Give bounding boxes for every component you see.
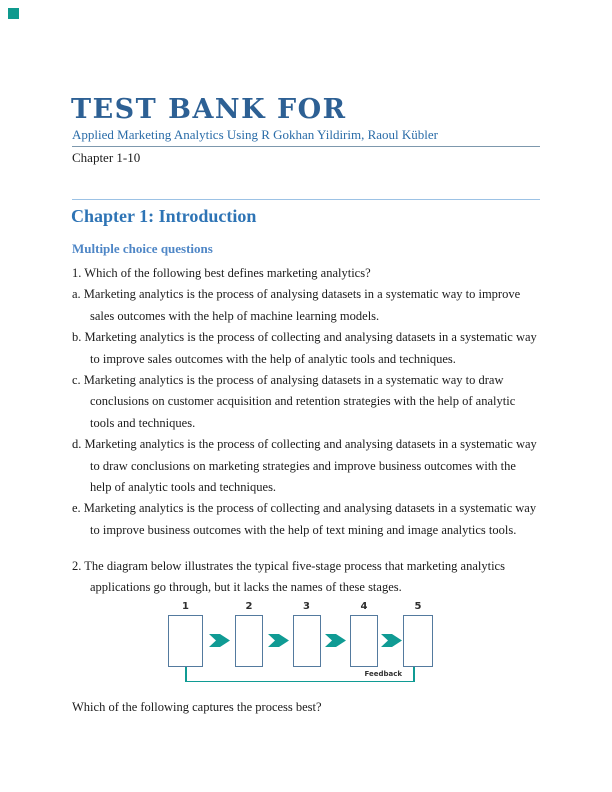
- question-1-line: to draw conclusions on marketing strategies and improve business outcomes with the: [90, 458, 516, 473]
- question-2-block: [72, 556, 552, 599]
- process-arrow-icon: [325, 634, 346, 647]
- stage-box-5: [403, 615, 433, 667]
- question-2-line: applications go through, but it lacks the names of these stages.: [90, 580, 402, 595]
- feedback-loop-line: [185, 681, 415, 683]
- process-arrow-icon: [381, 634, 402, 647]
- stage-box-2: [235, 615, 263, 667]
- process-arrow-icon: [268, 634, 289, 647]
- closing-question: Which of the following captures the process best?: [72, 700, 322, 714]
- feedback-label: Feedback: [364, 670, 402, 678]
- question-1-line: 1. Which of the following best defines marketing analytics?: [72, 266, 371, 280]
- question-1-line: e. Marketing analytics is the process of collecting and analysing datasets in a systematic way: [72, 501, 537, 516]
- section-divider-line: [72, 199, 540, 200]
- stage-number-2: 2: [245, 601, 253, 612]
- chapter-range-label: Chapter 1-10: [72, 150, 141, 165]
- question-1-line: conclusions on customer acquisition and retention strategies with the help of analytic: [90, 394, 516, 409]
- question-1-line: a. Marketing analytics is the process of analysing datasets in a systematic way to improve: [72, 287, 521, 302]
- question-1-line: tools and techniques.: [90, 415, 196, 430]
- feedback-loop-line: [185, 667, 187, 681]
- document-title: TEST BANK FOR: [71, 94, 347, 125]
- question-2-line: 2. The diagram below illustrates the typical five-stage process that marketing analytics: [72, 559, 505, 573]
- chapter-heading: Chapter 1: Introduction: [71, 206, 257, 226]
- question-1-line: to improve business outcomes with the help of text mining and image analytics tools.: [90, 522, 517, 537]
- question-1-line: d. Marketing analytics is the process of collecting and analysing datasets in a systematic way: [72, 437, 537, 452]
- question-1-line: b. Marketing analytics is the process of collecting and analysing datasets in a systematic way: [72, 330, 537, 345]
- stage-number-1: 1: [182, 601, 189, 612]
- corner-marker-square: [8, 8, 19, 19]
- stage-box-1: [168, 615, 203, 667]
- feedback-loop-line: [413, 667, 415, 682]
- question-1-line: to improve sales outcomes with the help of analytic tools and techniques.: [90, 351, 456, 366]
- header-divider-line: [72, 146, 540, 147]
- document-subtitle: Applied Marketing Analytics Using R Gokhan Yildirim, Raoul Kübler: [72, 127, 439, 142]
- stage-box-3: [293, 615, 321, 667]
- question-1-line: c. Marketing analytics is the process of analysing datasets in a systematic way to draw: [72, 372, 504, 387]
- section-subheading: Multiple choice questions: [72, 241, 213, 256]
- question-1-block: [72, 263, 552, 541]
- process-arrow-icon: [209, 634, 230, 647]
- five-stage-process-diagram: [150, 600, 460, 695]
- question-1-line: sales outcomes with the help of machine learning models.: [90, 308, 380, 323]
- stage-box-4: [350, 615, 378, 667]
- stage-number-5: 5: [414, 601, 422, 612]
- stage-number-3: 3: [303, 601, 310, 612]
- stage-number-4: 4: [360, 601, 368, 612]
- question-1-line: help of analytic tools and techniques.: [90, 479, 277, 494]
